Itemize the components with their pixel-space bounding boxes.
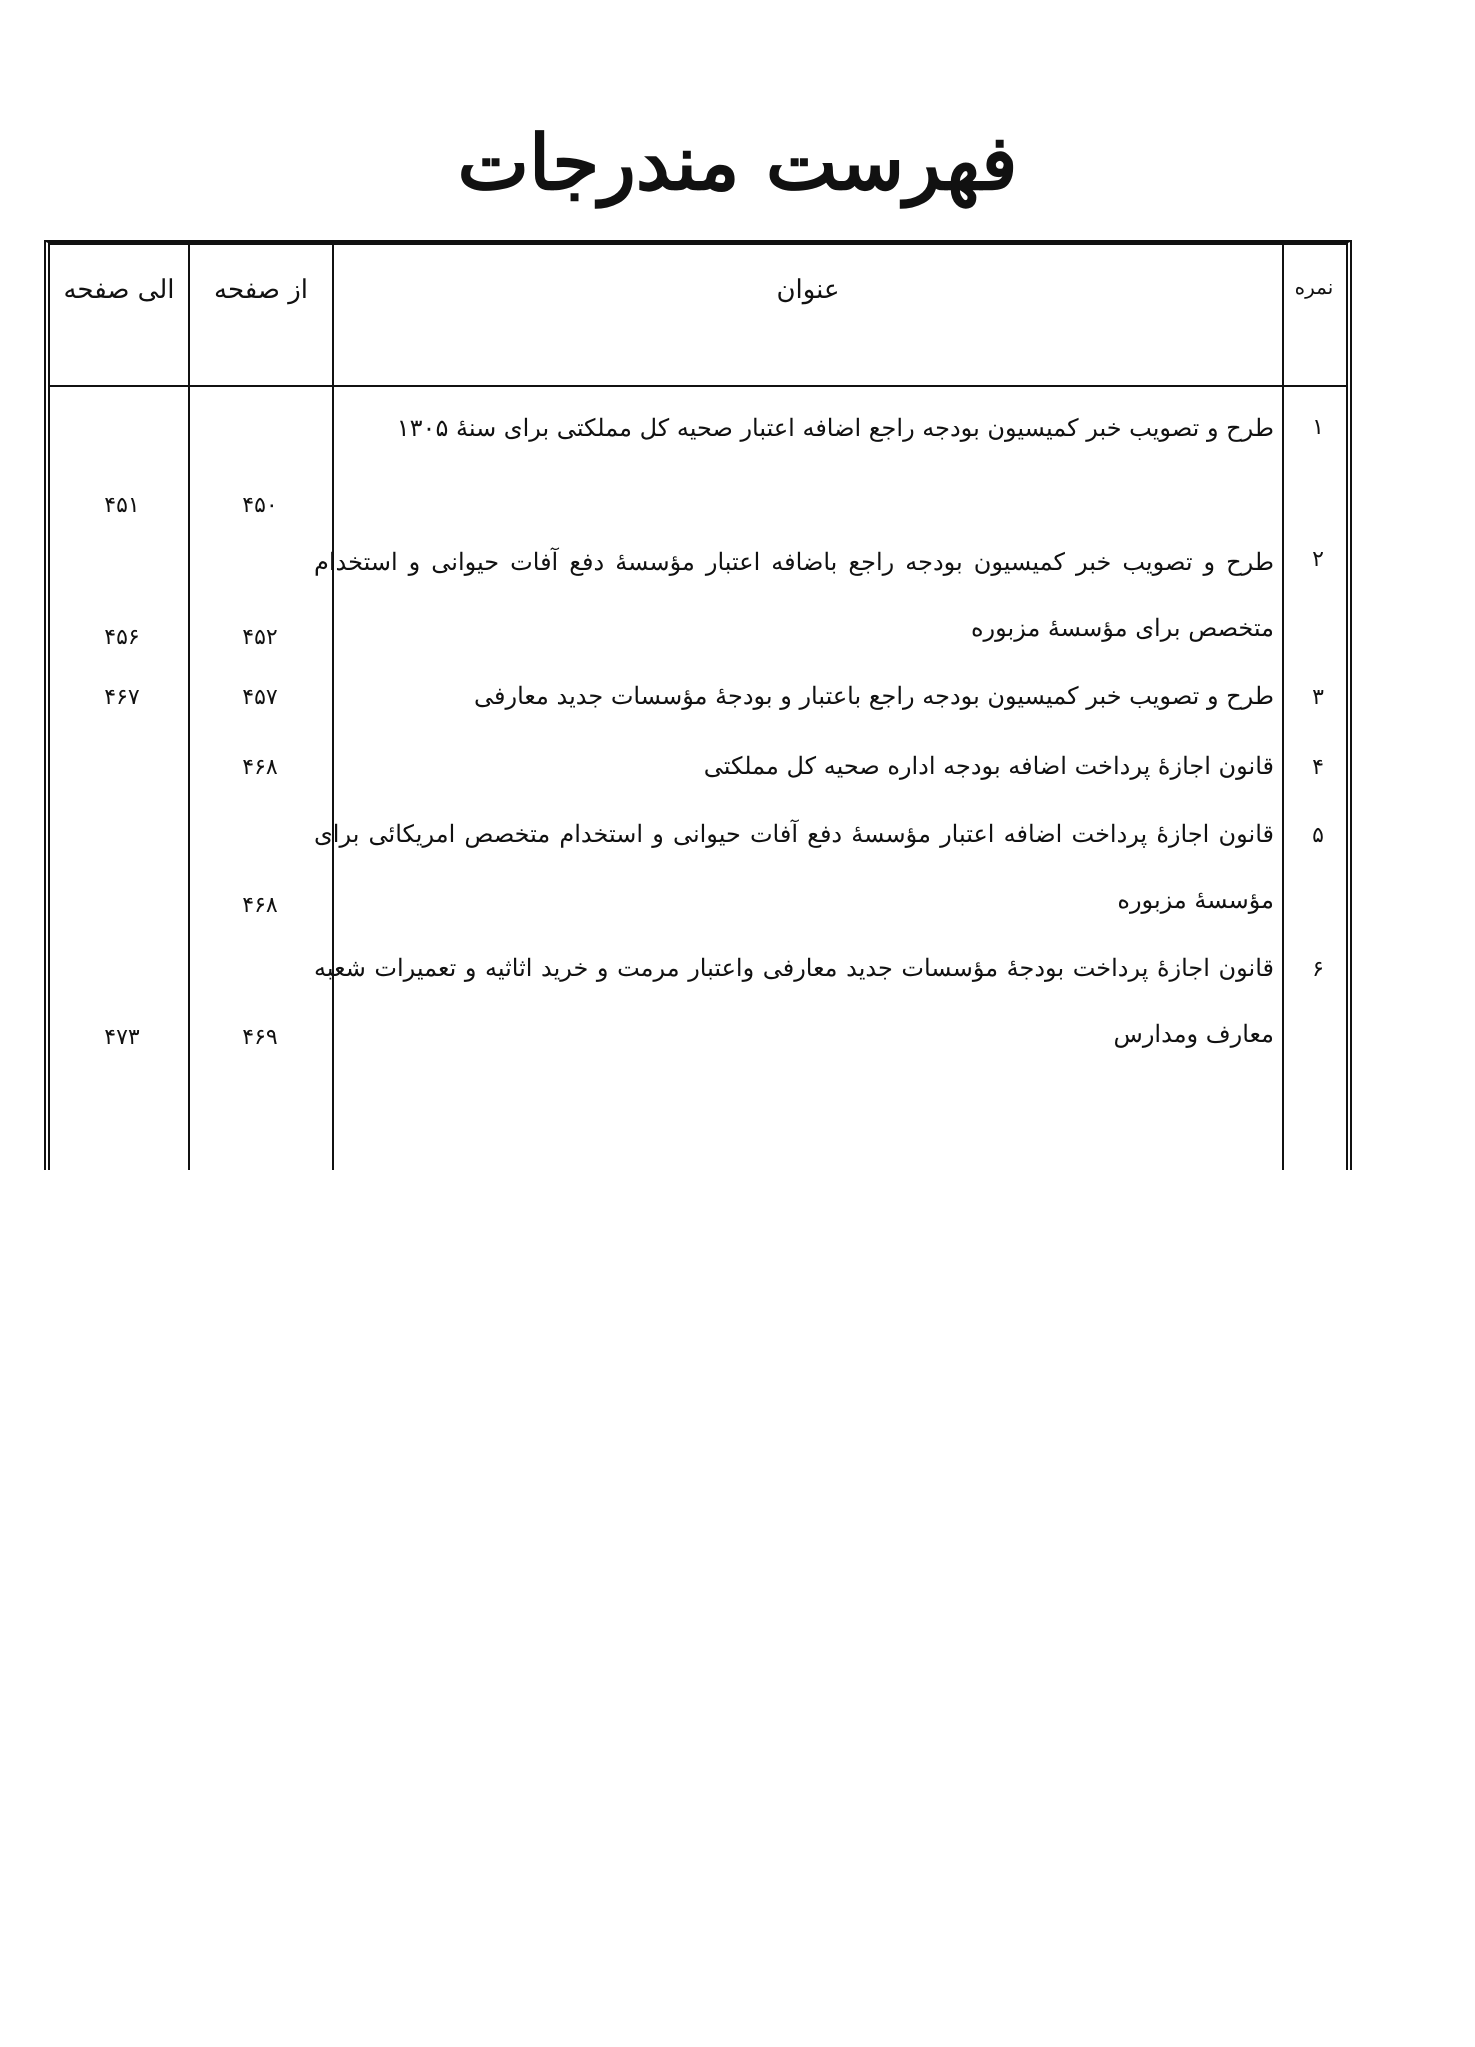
row-title: قانون اجازهٔ پرداخت اضافه بودجه اداره صحیه کل مملکتی xyxy=(703,752,1274,780)
page-title: فهرست مندرجات xyxy=(457,118,1018,207)
row-title: طرح و تصویب خبر کمیسیون بودجه راجع اضافه اعتبار صحیه کل مملکتی برای سنهٔ ۱۳۰۵ xyxy=(396,414,1274,442)
row-from-page: ۴۵۲ xyxy=(242,625,278,650)
row-title: قانون اجازهٔ پرداخت بودجهٔ مؤسسات جدید معارفی واعتبار مرمت و خرید اثاثیه و تعمیرات شعبه معارف ومدارس xyxy=(314,954,1274,1048)
column-divider xyxy=(188,245,190,1170)
header-title: عنوان xyxy=(776,275,840,305)
row-number: ۴ xyxy=(1312,755,1324,780)
row-title: طرح و تصویب خبر کمیسیون بودجه راجع باعتبار و بودجهٔ مؤسسات جدید معارفی xyxy=(474,682,1274,710)
row-from-page: ۴۵۰ xyxy=(242,493,278,518)
row-number: ۱ xyxy=(1312,415,1324,440)
header-from-page: از صفحه xyxy=(214,275,308,305)
row-number: ۲ xyxy=(1312,547,1324,572)
row-title: قانون اجازهٔ پرداخت اضافه اعتبار مؤسسهٔ دفع آفات حیوانی و استخدام متخصص امریکائی برای مؤسسهٔ مزبوره xyxy=(314,820,1274,914)
row-to-page: ۴۶۷ xyxy=(104,685,140,710)
toc-table xyxy=(44,240,1352,1170)
row-to-page: ۴۵۱ xyxy=(104,493,140,518)
header-number: نمره xyxy=(1294,275,1334,299)
row-from-page: ۴۶۸ xyxy=(242,755,278,780)
row-from-page: ۴۵۷ xyxy=(242,685,278,710)
row-to-page: ۴۷۳ xyxy=(104,1025,140,1050)
row-number: ۵ xyxy=(1312,823,1324,848)
column-divider xyxy=(1282,245,1284,1170)
row-title: طرح و تصویب خبر کمیسیون بودجه راجع باضافه اعتبار مؤسسهٔ دفع آفات حیوانی و استخدام متخصص برای مؤسسهٔ مزبوره xyxy=(314,548,1274,642)
row-to-page: ۴۵۶ xyxy=(104,625,140,650)
row-number: ۶ xyxy=(1312,957,1324,982)
row-from-page: ۴۶۹ xyxy=(242,1025,278,1050)
row-from-page: ۴۶۸ xyxy=(242,893,278,918)
row-number: ۳ xyxy=(1312,685,1324,710)
header-rule xyxy=(50,385,1346,387)
header-to-page: الی صفحه xyxy=(63,275,175,305)
